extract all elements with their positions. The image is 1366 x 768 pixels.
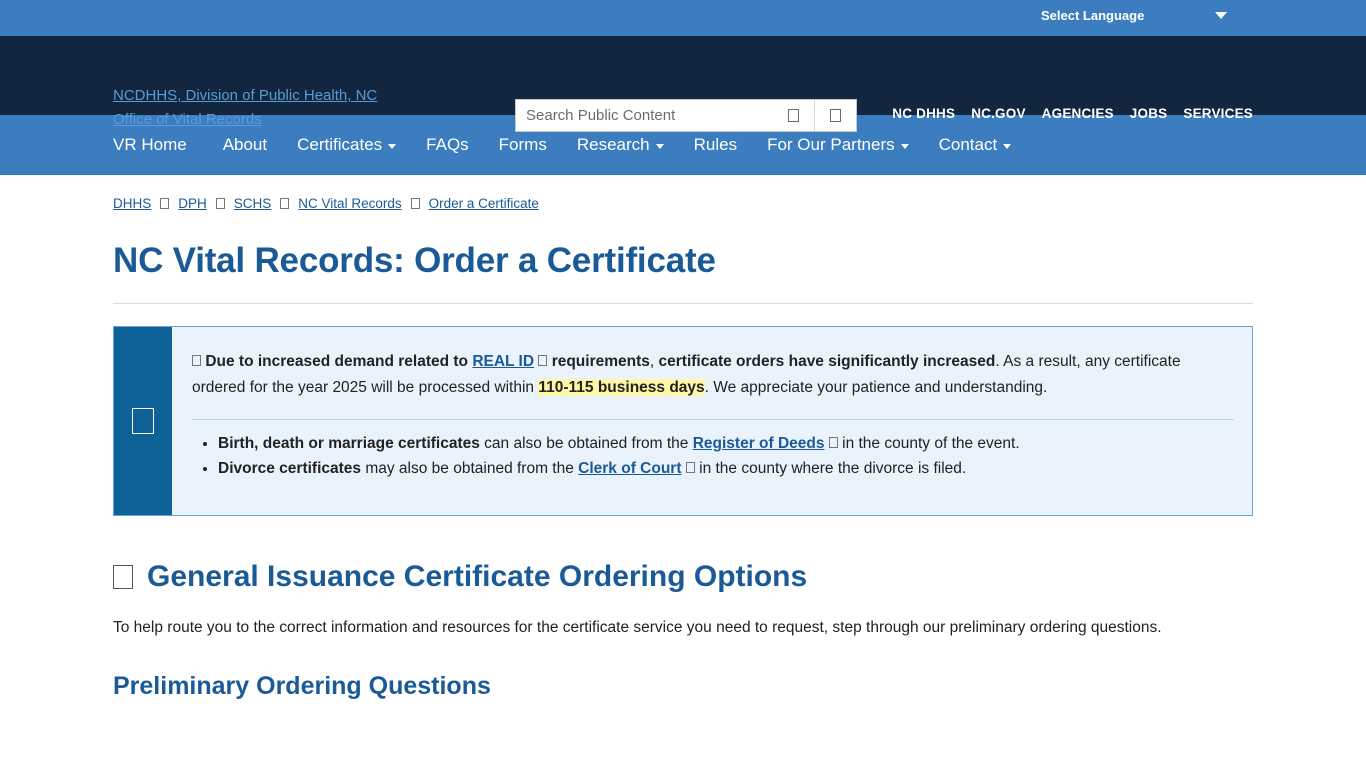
search-icon [830, 109, 841, 122]
chevron-down-icon [1215, 12, 1227, 19]
chevron-down-icon [388, 144, 396, 149]
breadcrumb [113, 175, 1253, 211]
language-selector[interactable] [1041, 8, 1241, 23]
subsection-heading-preliminary-questions: Preliminary Ordering Questions [113, 672, 491, 700]
alert-body [172, 327, 1252, 515]
nav-label: Rules [693, 135, 738, 154]
search-clear-button[interactable] [772, 100, 814, 131]
alert-text-part4: . As a result, any certificate ordered for the year 2025 will be processed within [192, 353, 1181, 396]
breadcrumb-item-dph[interactable]: DPH [178, 196, 207, 211]
title-divider [113, 303, 1253, 304]
nav-label: Certificates [297, 135, 383, 154]
alert-divider [192, 419, 1234, 420]
alert-text-bold2: certificate orders have significantly increased [658, 353, 996, 370]
alert-bullet-list [192, 432, 1234, 481]
clerk-of-court-link[interactable]: Clerk of Court [578, 460, 682, 477]
box-glyph-icon [686, 462, 695, 473]
list-item [218, 432, 1234, 456]
breadcrumb-separator-icon [216, 198, 225, 209]
alert-callout [113, 326, 1253, 516]
bullet-1-text-before: can also be obtained from the [479, 435, 693, 452]
alert-text-part5: . We appreciate your patience and understanding. [704, 379, 1048, 396]
alert-text-part3: , [649, 353, 659, 370]
top-link-ncgov[interactable]: NC.GOV [971, 106, 1026, 121]
breadcrumb-item-schs[interactable]: SCHS [233, 196, 272, 211]
language-selector-label: Select Language [1041, 8, 1145, 23]
nav-item-contact[interactable] [924, 115, 1027, 175]
alert-icon-bar [114, 327, 172, 515]
alert-processing-time-highlight: 110-115 business days [538, 379, 705, 396]
nav-label: Contact [938, 135, 998, 154]
search-bar [515, 99, 857, 132]
section-heading-text: General Issuance Certificate Ordering Options [147, 560, 808, 593]
chevron-down-icon [1003, 144, 1011, 149]
nav-label: About [222, 135, 268, 154]
box-glyph-icon [113, 565, 133, 589]
nav-item-faqs[interactable] [411, 115, 484, 175]
alert-icon [132, 408, 154, 434]
chevron-down-icon [901, 144, 909, 149]
top-link-jobs[interactable]: JOBS [1129, 106, 1168, 121]
nav-label: For Our Partners [767, 135, 895, 154]
bullet-1-bold: Birth, death or marriage certificates [218, 435, 480, 452]
nav-label: Forms [498, 135, 547, 154]
breadcrumb-separator-icon [160, 198, 169, 209]
top-link-agencies[interactable]: AGENCIES [1041, 106, 1114, 121]
search-input[interactable] [516, 100, 772, 131]
site-masthead [0, 36, 1366, 128]
bullet-2-text-after: in the county where the divorce is filed. [694, 460, 967, 477]
chevron-down-icon [656, 144, 664, 149]
top-links [892, 106, 1253, 121]
box-glyph-icon [829, 437, 838, 448]
alert-text-part1: Due to increased demand related to [205, 353, 473, 370]
register-of-deeds-link[interactable]: Register of Deeds [692, 435, 825, 452]
breadcrumb-separator-icon [280, 198, 289, 209]
bullet-1-text-after: in the county of the event. [837, 435, 1020, 452]
box-glyph-icon [788, 109, 799, 122]
alert-text-part2: requirements [551, 353, 650, 370]
box-glyph-icon [192, 355, 201, 366]
top-link-ncdhhs[interactable]: NC DHHS [892, 106, 956, 121]
section-intro-paragraph: To help route you to the correct information and resources for the certificate service you need to request, step through our preliminary ordering questions. [113, 619, 1162, 636]
site-logo-link[interactable]: NCDHHS, Division of Public Health, NC Office of Vital Records [113, 87, 378, 128]
page-title: NC Vital Records: Order a Certificate [113, 241, 716, 280]
breadcrumb-item-nc-vital-records[interactable]: NC Vital Records [298, 196, 402, 211]
breadcrumb-item-dhhs[interactable]: DHHS [113, 196, 152, 211]
alert-paragraph [192, 349, 1234, 401]
breadcrumb-item-order-a-certificate[interactable]: Order a Certificate [428, 196, 539, 211]
top-link-services[interactable]: SERVICES [1183, 106, 1253, 121]
breadcrumb-separator-icon [411, 198, 420, 209]
page-content [0, 175, 1366, 701]
nav-label: Research [576, 135, 650, 154]
box-glyph-icon [538, 355, 547, 366]
bullet-2-text-before: may also be obtained from the [361, 460, 579, 477]
real-id-link[interactable]: REAL ID [472, 353, 535, 370]
bullet-2-bold: Divorce certificates [218, 460, 362, 477]
section-heading-general-issuance [113, 560, 1253, 594]
list-item [218, 457, 1234, 481]
nav-label: FAQs [426, 135, 469, 154]
nav-label: VR Home [113, 135, 187, 154]
search-submit-button[interactable] [814, 100, 856, 131]
language-bar [0, 0, 1366, 36]
